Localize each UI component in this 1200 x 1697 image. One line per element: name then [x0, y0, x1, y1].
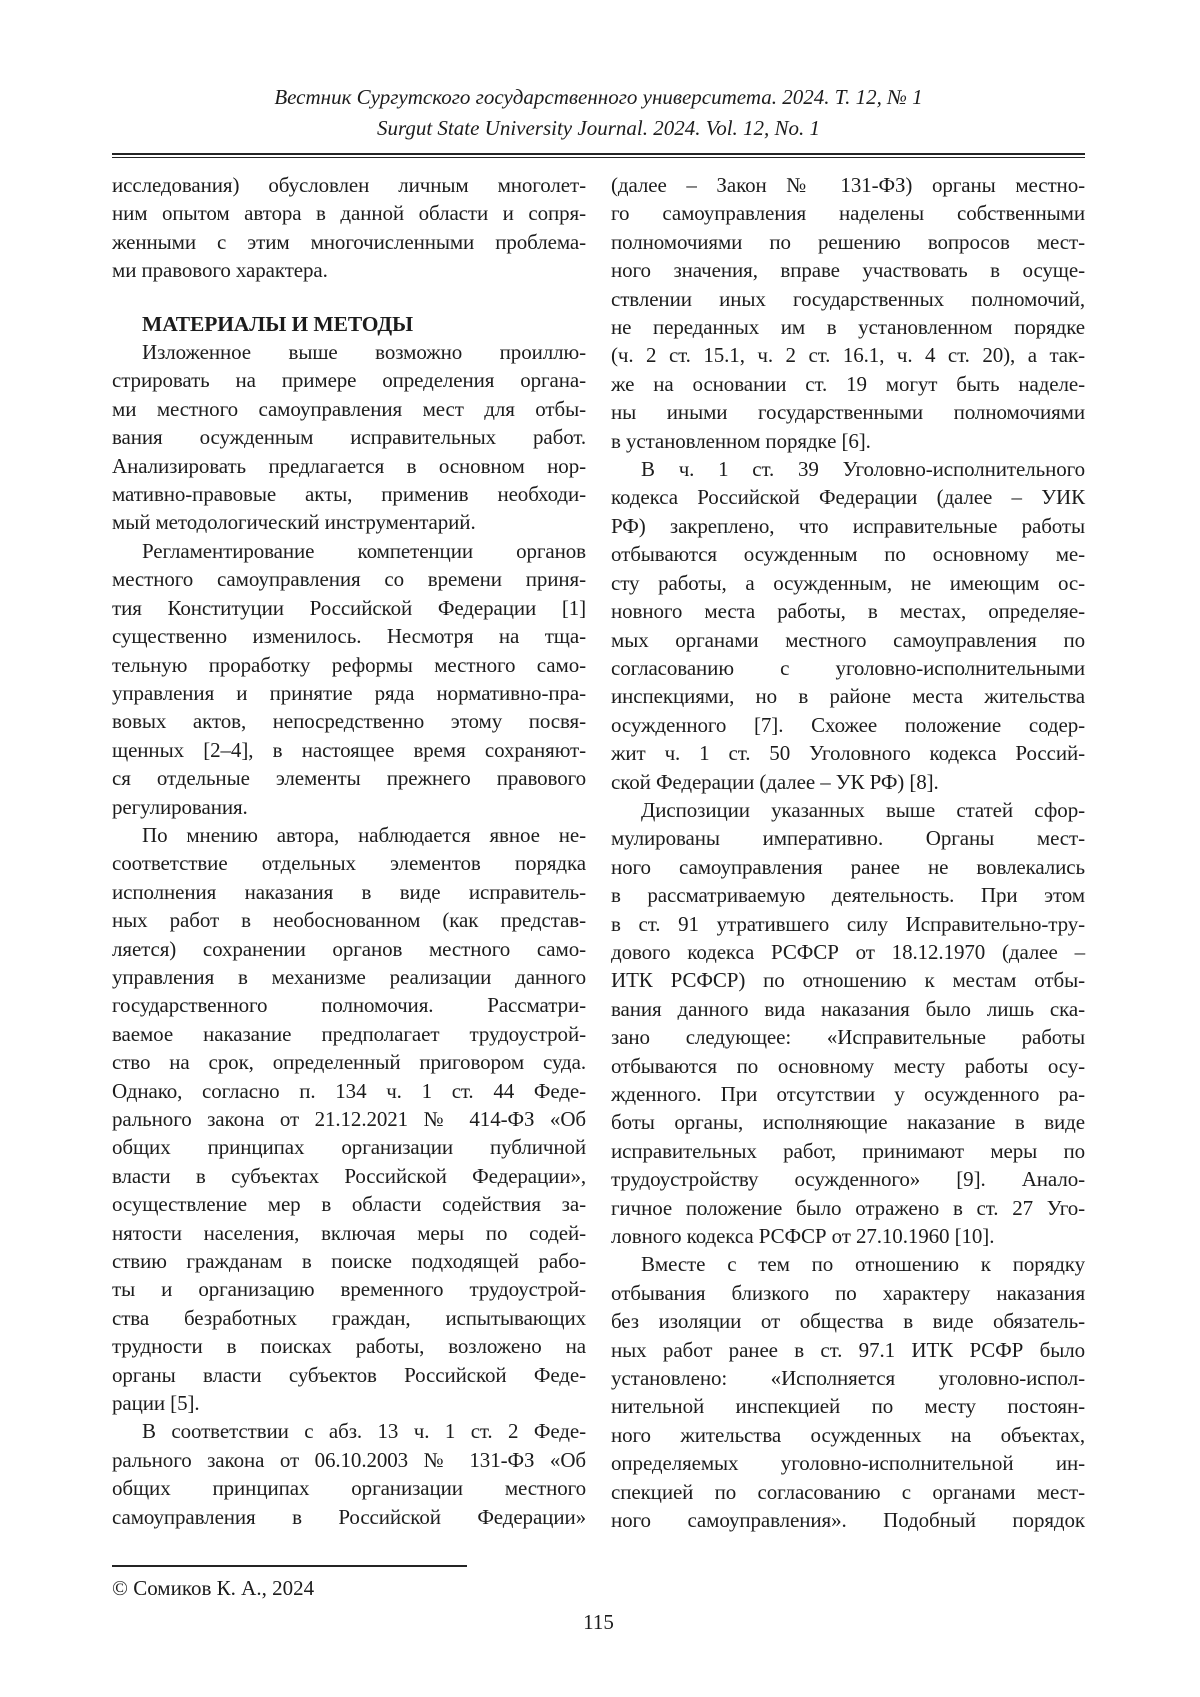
copyright-footnote: © Сомиков К. А., 2024 [112, 1575, 315, 1600]
text-line: ного жительства осужденных на объектах, [611, 1422, 1085, 1447]
text-line: Вместе с тем по отношению к порядку [641, 1252, 1085, 1277]
paragraph [112, 537, 586, 821]
text-line: В соответствии с абз. 13 ч. 1 ст. 2 Феде- [142, 1419, 586, 1444]
text-line: ных работ в необоснованном (как представ- [112, 908, 586, 933]
text-line: ним опытом автора в данной области и сопря- [112, 201, 586, 226]
text-line: нятости населения, включая меры по содей- [112, 1220, 586, 1245]
text-line: ваемое наказание предполагает трудоустрой- [112, 1021, 586, 1046]
text-line: дового кодекса РСФСР от 18.12.1970 (далее – [611, 939, 1085, 964]
text-line: власти в субъектах Российской Федерации», [112, 1163, 586, 1188]
text-line: соответствие отдельных элементов порядка [112, 851, 586, 876]
article-body [112, 171, 1085, 1535]
text-line: установлено: «Исполняется уголовно-испол- [611, 1366, 1085, 1391]
text-line: же на основании ст. 19 могут быть наделе- [611, 371, 1085, 396]
text-line: тельную проработку реформы местного само- [112, 652, 586, 677]
text-line: Диспозиции указанных выше статей сфор- [641, 797, 1085, 822]
text-line: исследования) обусловлен личным многолет- [112, 173, 586, 197]
text-line: сту работы, а осужденным, не имеющим ос- [611, 570, 1085, 595]
text-line: (далее – Закон № 131-ФЗ) органы местно- [611, 173, 1085, 197]
text-line: управления в механизме реализации данного [112, 964, 586, 989]
text-line: ных работ ранее в ст. 97.1 ИТК РСФР было [611, 1337, 1085, 1362]
text-line: ного самоуправления ранее не вовлекались [611, 854, 1085, 879]
text-line: вания осужденным исправительных работ. [112, 425, 586, 450]
text-line: боты органы, исполняющие наказание в виде [611, 1110, 1085, 1135]
footnote-rule [112, 1565, 467, 1567]
text-line: ми правового характера. [112, 258, 328, 283]
text-line: жит ч. 1 ст. 50 Уголовного кодекса Россий- [611, 741, 1085, 766]
paragraph [611, 796, 1085, 1251]
text-line: ного значения, вправе участвовать в осуще- [611, 258, 1085, 283]
running-head-russian: Вестник Сургутского государственного университета. 2024. Т. 12, № 1 [274, 85, 923, 109]
text-line: существенно изменилось. Несмотря на тща- [112, 624, 586, 649]
text-line: Регламентирование компетенции органов [142, 538, 586, 563]
text-line: ного самоуправления». Подобный порядок [611, 1508, 1085, 1533]
section-heading: МАТЕРИАЛЫ И МЕТОДЫ [142, 311, 414, 336]
text-line: зано следующее: «Исправительные работы [611, 1025, 1085, 1050]
text-line: Анализировать предлагается в основном нор- [112, 453, 586, 478]
text-line: новного места работы, в местах, определяе- [611, 599, 1085, 624]
text-line: мых органами местного самоуправления по [611, 627, 1085, 652]
text-line: регулирования. [112, 794, 248, 819]
text-line: Однако, согласно п. 134 ч. 1 ст. 44 Феде- [112, 1078, 586, 1103]
text-line: отбываются осужденным по основному ме- [611, 542, 1085, 567]
header-rule [112, 153, 1085, 158]
text-line: По мнению автора, наблюдается явное не- [142, 822, 586, 847]
text-line: ства безработных граждан, испытывающих [112, 1305, 586, 1330]
text-line: трудности в поисках работы, возложено на [112, 1334, 586, 1359]
text-line: определяемых уголовно-исполнительной ин- [611, 1451, 1085, 1476]
text-line: местного самоуправления со времени приня- [112, 567, 586, 592]
text-line: ствию гражданам в поиске подходящей рабо- [112, 1249, 586, 1274]
running-head [112, 82, 1085, 144]
text-line: общих принципах организации местного [112, 1476, 586, 1501]
text-line: В ч. 1 ст. 39 Уголовно-исполнительного [641, 457, 1085, 482]
paragraph [112, 821, 586, 1418]
text-line: щенных [2–4], в настоящее время сохраняют- [112, 737, 586, 762]
text-line: тия Конституции Российской Федерации [1] [112, 595, 586, 620]
text-line: осужденного [7]. Схожее положение содер- [611, 712, 1085, 737]
text-line: ство на срок, определенный приговором суда. [112, 1050, 586, 1075]
text-line: трудоустройству осужденного» [9]. Анало- [611, 1167, 1085, 1192]
text-line: Изложенное выше возможно проиллю- [142, 340, 586, 365]
text-line: вания данного вида наказания было лишь ска- [611, 996, 1085, 1021]
text-line: ляется) сохранении органов местного само- [112, 936, 586, 961]
text-line: осуществление мер в области содействия за- [112, 1192, 586, 1217]
text-line: исполнения наказания в виде исправитель- [112, 879, 586, 904]
text-line: в рассматриваемую деятельность. При этом [611, 883, 1085, 908]
text-line: ми местного самоуправления мест для отбы- [112, 396, 586, 421]
text-line: исправительных работ, принимают меры по [611, 1138, 1085, 1163]
text-line: ся отдельные элементы прежнего правового [112, 766, 586, 791]
text-line: в установленном порядке [6]. [611, 428, 871, 453]
column-right [611, 171, 1085, 1535]
text-line: ской Федерации (далее – УК РФ) [8]. [611, 769, 939, 794]
text-line: самоуправления в Российской Федерации» [112, 1504, 586, 1529]
text-line: полномочиями по решению вопросов мест- [611, 229, 1085, 254]
text-line: рации [5]. [112, 1391, 200, 1416]
text-line: органы власти субъектов Российской Феде- [112, 1362, 586, 1387]
page-number: 115 [583, 1609, 614, 1634]
text-line: ствлении иных государственных полномочий, [611, 286, 1085, 311]
text-line: ИТК РСФСР) по отношению к местам отбы- [611, 968, 1085, 993]
text-line: мый методологический инструментарий. [112, 510, 476, 535]
text-line: стрировать на примере определения органа- [112, 368, 586, 393]
text-line: РФ) закреплено, что исправительные работы [611, 513, 1085, 538]
text-line: кодекса Российской Федерации (далее – УИК [611, 485, 1085, 510]
text-line: рального закона от 06.10.2003 № 131-ФЗ «Об [112, 1447, 586, 1472]
text-line: нительной инспекцией по месту постоян- [611, 1394, 1085, 1419]
text-line: без изоляции от общества в виде обязатель- [611, 1309, 1085, 1334]
text-line: в ст. 91 утратившего силу Исправительно-тру- [611, 911, 1085, 936]
text-line: вовых актов, непосредственно этому посвя- [112, 709, 586, 734]
paragraph [611, 171, 1085, 455]
text-line: ловного кодекса РСФСР от 27.10.1960 [10]. [611, 1224, 995, 1249]
text-line: не переданных им в установленном порядке [611, 315, 1085, 340]
paragraph [112, 338, 586, 537]
text-line: управления и принятие ряда нормативно-пра- [112, 680, 586, 705]
text-line: спекцией по согласованию с органами мест- [611, 1479, 1085, 1504]
text-line: (ч. 2 ст. 15.1, ч. 2 ст. 16.1, ч. 4 ст. 20), а так- [611, 343, 1085, 368]
paragraph [611, 1250, 1085, 1534]
text-line: женными с этим многочисленными проблема- [112, 229, 586, 254]
text-line: инспекциями, но в районе места жительства [611, 684, 1085, 709]
column-left [112, 171, 586, 1535]
paragraph [611, 455, 1085, 796]
text-line: согласованию с уголовно-исполнительными [611, 655, 1085, 680]
paragraph [112, 1417, 586, 1531]
text-line: гичное положение было отражено в ст. 27 Уго- [611, 1195, 1085, 1220]
running-head-english: Surgut State University Journal. 2024. Vol. 12, No. 1 [376, 116, 821, 140]
text-line: общих принципах организации публичной [112, 1135, 586, 1160]
text-line: мулированы императивно. Органы мест- [611, 826, 1085, 851]
text-line: ты и организацию временного трудоустрой- [112, 1277, 586, 1302]
text-line: жденного. При отсутствии у осужденного ра- [611, 1082, 1085, 1106]
text-line: ны иными государственными полномочиями [611, 400, 1085, 425]
text-line: рального закона от 21.12.2021 № 414-ФЗ «Об [112, 1107, 586, 1131]
text-line: го самоуправления наделены собственными [611, 201, 1085, 226]
text-line: мативно-правовые акты, применив необходи- [112, 482, 586, 507]
text-line: отбывания близкого по характеру наказания [611, 1280, 1085, 1305]
paragraph [112, 171, 586, 285]
text-line: отбываются по основному месту работы осу- [611, 1053, 1085, 1078]
text-line: государственного полномочия. Рассматри- [112, 993, 586, 1018]
